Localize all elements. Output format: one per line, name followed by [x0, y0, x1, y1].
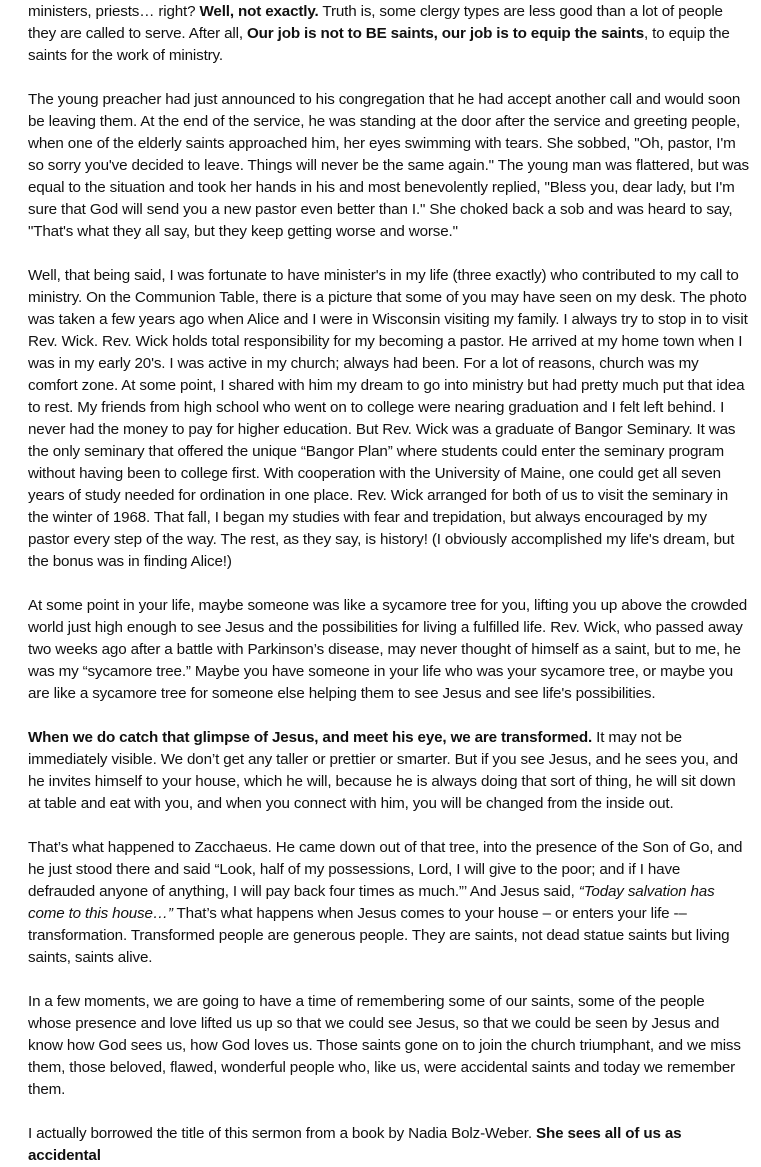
text-run: Truth is, some clergy types are less good than a lot of people they are called to serve. After all,: [28, 3, 723, 42]
text-run: It may not be immediately visible. We don’t get any taller or prettier or smarter. But if you see Jesus, and he sees you, and he invites himself to your house, which he will, because he is always doing that sort of thing, he will sit down at table and eat with you, and when you connect with him, you will be changed from the inside out.: [28, 729, 738, 812]
paragraph-4: At some point in your life, maybe someone was like a sycamore tree for you, lifting you up above the crowded world just high enough to see Jesus and the possibilities for living a fulfilled life. Rev. Wick, who passed away two weeks ago after a battle with Parkinson’s disease, may never thought of himself as a saint, but to me, he was my “sycamore tree.” Maybe you have someone in your life who was your sycamore tree, or maybe you are like a sycamore tree for someone else helping them to see Jesus and see life's possibilities.: [28, 597, 748, 702]
paragraph-8: [28, 1123, 749, 1167]
text-run: That’s what happens when Jesus comes to your house – or enters your life -– transformation. Transformed people are generous people. They are saints, not dead statue saints but living saints, saints alive.: [28, 905, 730, 966]
bold-run: She sees all of us as accidental: [28, 1125, 682, 1164]
bold-run: Well, not exactly.: [199, 3, 319, 20]
text-run: , to equip the saints for the work of ministry.: [28, 25, 730, 64]
bold-run: When we do catch that glimpse of Jesus, and meet his eye, we are transformed.: [28, 729, 593, 746]
text-run: ministers, priests… right?: [28, 3, 200, 20]
paragraph-2: The young preacher had just announced to his congregation that he had accept another call and would soon be leaving them. At the end of the service, he was standing at the door after the service and greeting people, when one of the elderly saints approached him, her eyes swimming with tears. She sobbed, "Oh, pastor, I'm so sorry you've decided to leave. Things will never be the same again." The young man was flattered, but was equal to the situation and took her hands in his and most benevolently replied, "Bless you, dear lady, but I'm sure that God will send you a new pastor even better than I." She choked back a sob and was heard to say, "That's what they all say, but they keep getting worse and worse.": [28, 91, 749, 240]
paragraph-7: In a few moments, we are going to have a time of remembering some of our saints, some of the people whose presence and love lifted us up so that we could see Jesus, so that we could be seen by Jesus and know how God sees us, how God loves us. Those saints gone on to join the church triumphant, and we miss them, those beloved, flawed, wonderful people who, like us, were accidental saints and today we remember them.: [28, 993, 741, 1098]
text-run: I actually borrowed the title of this sermon from a book by Nadia Bolz-Weber.: [28, 1125, 537, 1142]
paragraph-3: Well, that being said, I was fortunate to have minister's in my life (three exactly) who contributed to my call to ministry. On the Communion Table, there is a picture that some of you may have seen on my desk. The photo was taken a few years ago when Alice and I were in Wisconsin visiting my family. I always try to stop in to visit Rev. Wick. Rev. Wick holds total responsibility for my becoming a pastor. He arrived at my home town when I was in my early 20's. I was active in my church; always had been. For a lot of reasons, church was my comfort zone. At some point, I shared with him my dream to go into ministry but had pretty much put that idea to rest. My friends from high school who went on to college were nearing graduation and I felt left behind. I never had the money to pay for higher education. But Rev. Wick was a graduate of Bangor Seminary. It was the only seminary that offered the unique “Bangor Plan” where students could enter the seminary program without having been to college first. With cooperation with the University of Maine, one could get all seven years of study needed for ordination in one place. Rev. Wick arranged for both of us to visit the seminary in the winter of 1968. That fall, I began my studies with fear and trepidation, but always encouraged by my pastor every step of the way. The rest, as they say, is history! (I obviously accomplished my life's dream, but the bonus was in finding Alice!): [28, 267, 748, 570]
bold-run: Our job is not to BE saints, our job is to equip the saints: [247, 25, 645, 42]
text-run: That’s what happened to Zacchaeus. He came down out of that tree, into the presence of the Son of Go, and he just stood there and said “Look, half of my possessions, Lord, I will give to the poor; and if I have defrauded anyone of anything, I will pay back four times as much.”’ And Jesus said,: [28, 839, 743, 900]
paragraph-6: [28, 837, 749, 969]
italic-run: “Today salvation has come to this house…”: [28, 883, 715, 922]
paragraph-1: [28, 1, 749, 67]
paragraph-5: [28, 727, 749, 815]
